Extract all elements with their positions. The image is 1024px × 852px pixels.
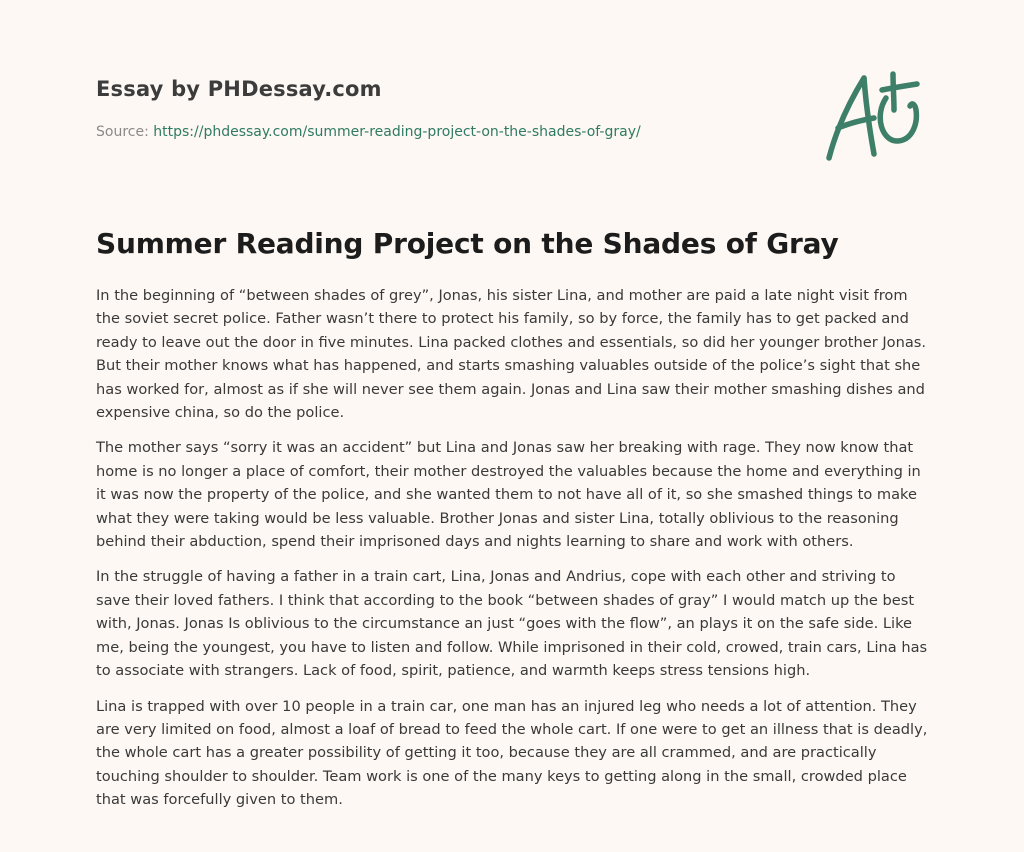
site-title: Essay by PHDessay.com bbox=[96, 77, 382, 101]
source-label: Source: bbox=[96, 124, 149, 140]
a-plus-logo-icon bbox=[824, 66, 924, 166]
essay-body bbox=[96, 284, 928, 824]
source-link[interactable]: https://phdessay.com/summer-reading-project-on-the-shades-of-gray/ bbox=[153, 124, 641, 140]
essay-title: Summer Reading Project on the Shades of Gray bbox=[96, 227, 839, 260]
source-line bbox=[96, 124, 641, 140]
essay-paragraph: The mother says “sorry it was an accident” but Lina and Jonas saw her breaking with rage. They now know that home is no longer a place of comfort, their mother destroyed the valuables because the home and everything in it was now the property of the police, and she wanted them to not have all of it, so she smashed things to make what they were taking would be less valuable. Brother Jonas and sister Lina, totally oblivious to the reasoning behind their abduction, spend their imprisoned days and nights learning to share and work with others. bbox=[96, 439, 921, 551]
essay-paragraph: In the beginning of “between shades of grey”, Jonas, his sister Lina, and mother are paid a late night visit from the soviet secret police. Father wasn’t there to protect his family, so by force, the family has to get packed and ready to leave out the door in five minutes. Lina packed clothes and essentials, so did her younger brother Jonas. But their mother knows what has happened, and starts smashing valuables outside of the police’s sight that she has worked for, almost as if she will never see them again. Jonas and Lina saw their mother smashing dishes and expensive china, so do the police. bbox=[96, 287, 927, 422]
essay-paragraph: Lina is trapped with over 10 people in a train car, one man has an injured leg who needs a lot of attention. They are very limited on food, almost a loaf of bread to feed the whole cart. If one were to get an illness that is deadly, the whole cart has a greater possibility of getting it too, because they are all crammed, and are practically touching shoulder to shoulder. Team work is one of the many keys to getting along in the small, crowded place that was forcefully given to them. bbox=[96, 697, 928, 809]
essay-paragraph: In the struggle of having a father in a train cart, Lina, Jonas and Andrius, cope with each other and striving to save their loved fathers. I think that according to the book “between shades of gray” I would match up the best with, Jonas. Jonas Is oblivious to the circumstance an just “goes with the flow”, an plays it on the safe side. Like me, being the youngest, you have to listen and follow. While imprisoned in their cold, crowed, train cars, Lina has to associate with strangers. Lack of food, spirit, patience, and warmth keeps stress tensions high. bbox=[96, 568, 928, 680]
